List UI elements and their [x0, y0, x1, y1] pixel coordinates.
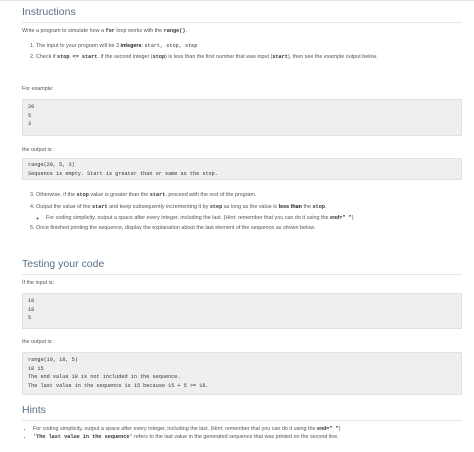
intro-text: [22, 28, 462, 35]
example1-input-line: 5: [28, 112, 32, 119]
testing-output-line: range(10, 18, 5): [28, 357, 78, 363]
step3-mid: value is greater than the: [88, 192, 150, 198]
step2-code2: stop: [152, 54, 166, 60]
step-4: [36, 204, 466, 222]
step1-sep: :: [141, 43, 145, 49]
hints-rule: [22, 420, 462, 421]
intro-mid: loop works with the: [114, 28, 164, 34]
output-is-label-2: the output is:: [22, 339, 53, 345]
step-3: [36, 192, 466, 199]
step2-mid2: ) is less than the first number that was input (: [165, 54, 273, 60]
instructions-heading: Instructions: [22, 6, 76, 18]
hint1-code: end=" ": [316, 426, 339, 432]
for-example-label: For example:: [22, 86, 54, 92]
intro-prefix: Write a program to simulate how a: [22, 28, 106, 34]
step1-prefix: The input to your program will be 3: [36, 43, 121, 49]
hint-item: [33, 433, 473, 441]
step3-code1: stop: [76, 192, 89, 198]
example1-output-line: Sequence is empty. Start is greater than or same as the stop.: [28, 170, 218, 177]
example1-output-box: [22, 158, 462, 180]
testing-output-line: 10 15: [28, 365, 44, 372]
step4-prefix: Output the value of the: [36, 204, 93, 210]
hint2-suffix: refers to the last value in the generated sequence that was printed on the second line.: [132, 434, 339, 440]
example1-output-line: range(20, 5, 3): [28, 162, 75, 168]
steps-list-b: [22, 190, 466, 232]
step4-mid2: as long as the value is: [222, 204, 279, 210]
step3-code2: start: [149, 192, 166, 198]
hints-heading: Hints: [22, 404, 46, 416]
testing-heading: Testing your code: [22, 258, 105, 270]
top-divider: [0, 0, 474, 1]
step4-mid1: and keep subsequently incrementing it by: [107, 204, 210, 210]
step5-text: Once finished printing the sequence, display the explanation about the last element of the sequence as shown below.: [36, 225, 316, 231]
hint-item: [33, 425, 473, 433]
example1-input-box: [22, 99, 462, 136]
step-2: [36, 54, 456, 61]
testing-output-line: The last value in the sequence is 15 because 15 + 5 >= 18.: [28, 382, 209, 389]
step2-code1: stop <= start: [56, 54, 98, 60]
intro-code-for: for: [105, 28, 115, 34]
example1-input-line: 20: [28, 104, 35, 110]
step4-mid3: the: [301, 204, 313, 210]
testing-input-line: 5: [28, 315, 32, 322]
hint2-code: 'The last value in the sequence': [33, 434, 133, 440]
hints-list: [22, 425, 473, 441]
output-is-label-1: the output is:: [22, 147, 53, 153]
step2-code3: start: [272, 54, 288, 60]
intro-code-range: range(): [163, 28, 186, 34]
intro-suffix: .: [185, 28, 187, 34]
step2-mid1: . If the second integer (: [97, 54, 153, 60]
step4-sub-code: end=" ": [329, 215, 352, 221]
step-5: [36, 225, 466, 232]
if-input-label: If the input is:: [22, 280, 55, 286]
testing-input-box: [22, 293, 462, 329]
step4-code2: step: [209, 204, 223, 210]
step4-bold: less than: [278, 204, 302, 210]
step1-bold: integers: [120, 43, 142, 49]
instructions-rule: [22, 22, 462, 23]
testing-input-line: 10: [28, 298, 35, 304]
hint1-suffix: ): [338, 426, 341, 432]
step4-sub-prefix: For coding simplicity, output a space after every integer, including the last. (Hint: remember that you can do it using the: [46, 215, 330, 221]
step4-code1: start: [92, 204, 108, 210]
testing-output-box: [22, 352, 462, 395]
step4-subitem: [46, 215, 466, 222]
step4-sublist: [36, 215, 466, 222]
instructions-section: [22, 6, 462, 23]
testing-output-line: The end value 18 is not included in the sequence.: [28, 374, 181, 381]
example1-input-line: 3: [28, 121, 32, 128]
step4-code3: stop: [312, 204, 325, 210]
hints-section: [22, 404, 462, 421]
step2-prefix: Check if: [36, 54, 57, 60]
hint1-prefix: For coding simplicity, output a space after every integer, including the last. (Hint: remember that you can do it using the: [33, 426, 317, 432]
testing-rule: [22, 274, 462, 275]
step1-code: start, stop, step: [144, 43, 198, 49]
steps-list-a: [22, 41, 456, 61]
testing-section: [22, 258, 462, 275]
step-1: [36, 43, 456, 50]
step4-suffix: .: [324, 204, 327, 210]
step3-suffix: , proceed with the rest of the program.: [165, 192, 257, 198]
testing-input-line: 18: [28, 306, 35, 313]
step4-sub-suffix: ): [351, 215, 354, 221]
step2-suffix: ), then see the example output below.: [287, 54, 378, 60]
step3-prefix: Otherwise, if the: [36, 192, 77, 198]
